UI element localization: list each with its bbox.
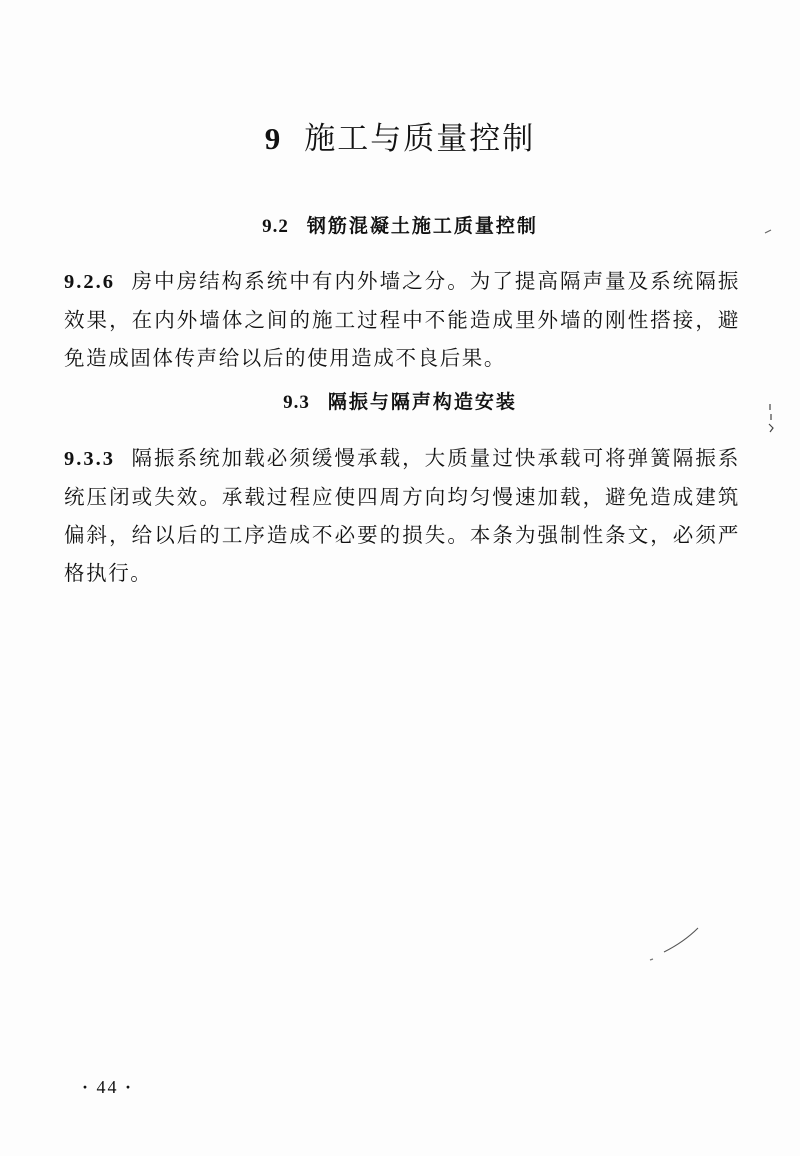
chapter-title <box>0 113 800 158</box>
clause-text: 房中房结构系统中有内外墙之分。为了提高隔声量及系统隔振效果，在内外墙体之间的施工过程中不能造成里外墙的刚性搭接，避免造成固体传声给以后的使用造成不良后果。 <box>64 268 740 370</box>
chapter-title-text: 施工与质量控制 <box>304 120 536 157</box>
section-heading-9-3 <box>0 387 800 414</box>
section-number: 9.2 <box>262 215 289 237</box>
scan-artifact-mark <box>640 922 706 964</box>
page-number <box>82 1077 133 1098</box>
section-heading-9-2 <box>0 211 800 238</box>
chapter-number: 9 <box>264 120 283 156</box>
section-number: 9.3 <box>283 391 310 413</box>
clause-9-3-3 <box>64 439 740 592</box>
page-number-bullet-right: · <box>125 1077 134 1097</box>
page-number-value: 44 <box>96 1077 119 1097</box>
page-number-bullet-left: · <box>82 1077 91 1097</box>
section-title: 隔振与隔声构造安装 <box>327 390 517 413</box>
section-title: 钢筋混凝土施工质量控制 <box>306 214 538 237</box>
clause-9-2-6 <box>64 262 740 377</box>
clause-text: 隔振系统加载必须缓慢承载，大质量过快承载可将弹簧隔振系统压闭或失效。承载过程应使四周方向均匀慢速加载，避免造成建筑偏斜，给以后的工序造成不必要的损失。本条为强制性条文，必须严格执行。 <box>64 445 740 585</box>
clause-number: 9.2.6 <box>64 270 115 293</box>
clause-number: 9.3.3 <box>64 447 115 470</box>
